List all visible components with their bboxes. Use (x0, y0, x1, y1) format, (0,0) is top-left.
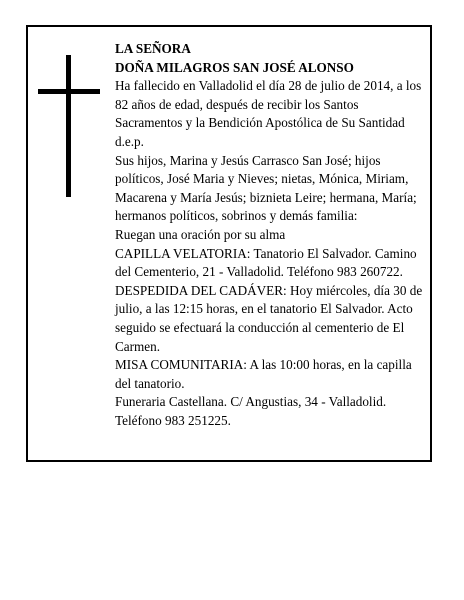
deceased-name: DOÑA MILAGROS SAN JOSÉ ALONSO (115, 59, 354, 75)
notice-text (115, 40, 427, 430)
death-announcement: Ha fallecido en Valladolid el día 28 de julio de 2014, a los 82 años de edad, después de recibir los Santos Sacramentos y la Bendición Apostólica de Su Santidad d.e.p. (115, 78, 422, 149)
cross-vertical-bar (66, 55, 71, 197)
notice-title-line1: LA SEÑORA (115, 41, 191, 56)
obituary-notice (26, 25, 432, 462)
prayer-request: Ruegan una oración por su alma (115, 226, 286, 242)
farewell-info: DESPEDIDA DEL CADÁVER: Hoy miércoles, día 30 de julio, a las 12:15 horas, en el tanatorio El Salvador. Acto seguido se efectuará la conducción al cementerio de El Carmen. (115, 282, 423, 354)
funeral-home-info: Funeraria Castellana. C/ Angustias, 34 - Valladolid. Teléfono 983 251225. (115, 394, 387, 428)
wake-chapel-info: CAPILLA VELATORIA: Tanatorio El Salvador. Camino del Cementerio, 21 - Valladolid. Teléfono 983 260722. (115, 245, 417, 280)
cross-horizontal-bar (38, 89, 100, 94)
mass-info: MISA COMUNITARIA: A las 10:00 horas, en la capilla del tanatorio. (115, 357, 412, 391)
latin-cross-icon (38, 55, 100, 197)
family-list: Sus hijos, Marina y Jesús Carrasco San José; hijos políticos, José Maria y Nieves; nietas, Mónica, Miriam, Macarena y María Jesús; biznieta Leire; hermana, María; hermanos políticos, sobrinos y demás familia: (115, 152, 417, 224)
